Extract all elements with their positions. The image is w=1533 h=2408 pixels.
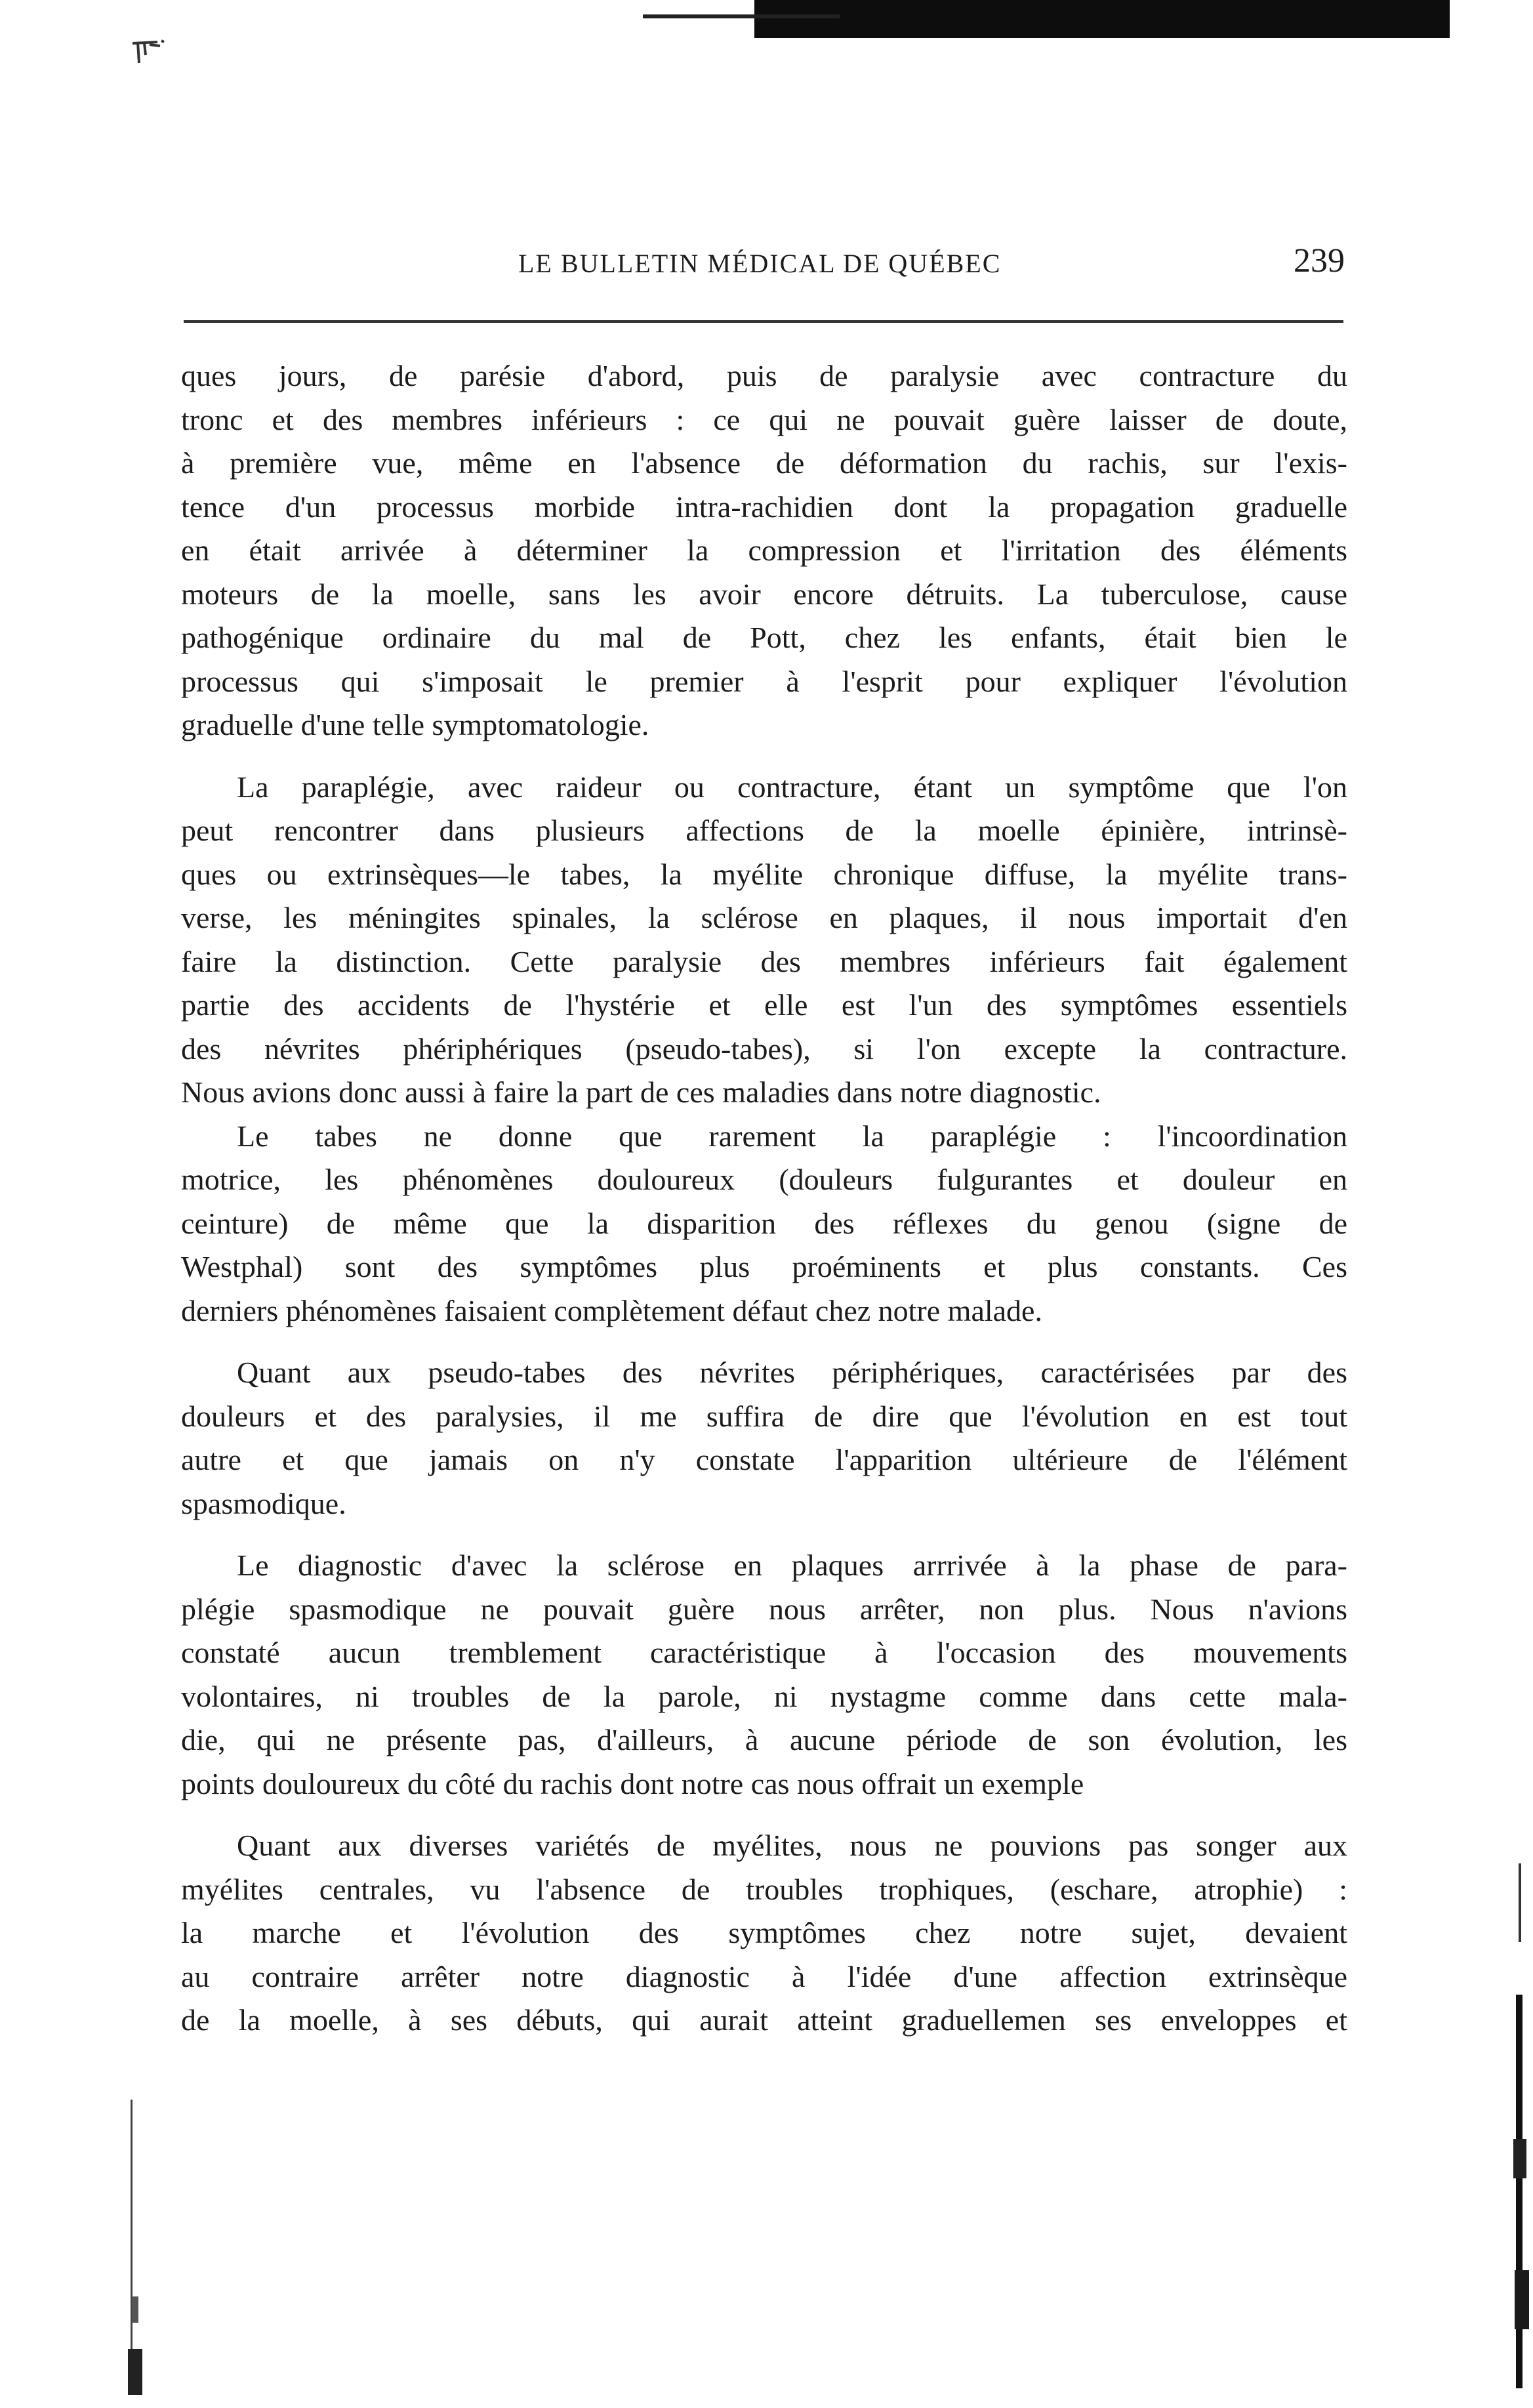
page-header xyxy=(177,241,1345,287)
page-number: 239 xyxy=(1294,242,1345,280)
text-line: partie des accidents de l'hystérie et elle est l'un des symptômes essentiels xyxy=(181,988,1347,1022)
paragraph-6 xyxy=(181,1824,1347,2043)
text-line: douleurs et des paralysies, il me suffira de dire que l'évolution en est tout xyxy=(181,1399,1347,1433)
text-line: La paraplégie, avec raideur ou contracture, étant un symptôme que l'on xyxy=(237,770,1347,804)
text-line: derniers phénomènes faisaient complètement défaut chez notre malade. xyxy=(181,1293,1042,1327)
text-line: spasmodique. xyxy=(181,1486,346,1520)
paragraph-4 xyxy=(181,1351,1347,1526)
text-line: Quant aux diverses variétés de myélites, nous ne pouvions pas songer aux xyxy=(237,1829,1347,1862)
text-line: des névrites phériphériques (pseudo-tabes), si l'on excepte la contracture. xyxy=(181,1031,1347,1066)
text-line: faire la distinction. Cette paralysie des membres inférieurs fait également xyxy=(181,944,1347,978)
text-line: motrice, les phénomènes douloureux (douleurs fulgurantes et douleur en xyxy=(181,1163,1347,1196)
text-line: Le tabes ne donne que rarement la paraplégie : l'incoordination xyxy=(237,1119,1347,1153)
body-text xyxy=(181,354,1347,2043)
text-line: tronc et des membres inférieurs : ce qui ne pouvait guère laisser de doute, xyxy=(181,402,1347,436)
text-line: moteurs de la moelle, sans les avoir encore détruits. La tuberculose, cause xyxy=(181,577,1347,611)
text-line: plégie spasmodique ne pouvait guère nous arrêter, non plus. Nous n'avions xyxy=(181,1592,1347,1626)
text-line: autre et que jamais on n'y constate l'apparition ultérieure de l'élément xyxy=(181,1443,1347,1476)
text-line: die, qui ne présente pas, d'ailleurs, à aucune période de son évolution, les xyxy=(181,1723,1347,1756)
paragraph-1 xyxy=(181,354,1347,747)
text-line: pathogénique ordinaire du mal de Pott, chez les enfants, était bien le xyxy=(181,621,1347,654)
text-line: tence d'un processus morbide intra-rachidien dont la propagation graduelle xyxy=(181,489,1347,524)
text-line: Quant aux pseudo-tabes des névrites périphériques, caractérisées par des xyxy=(237,1356,1347,1389)
scan-corner-mark xyxy=(131,39,171,66)
text-line: ques jours, de parésie d'abord, puis de paralysie avec contracture du xyxy=(181,359,1347,392)
text-line: graduelle d'une telle symptomatologie. xyxy=(181,708,649,741)
text-line: Nous avions donc aussi à faire la part de ces maladies dans notre diagnostic. xyxy=(181,1075,1101,1109)
text-line: la marche et l'évolution des symptômes chez notre sujet, devaient xyxy=(181,1916,1347,1949)
text-line: peut rencontrer dans plusieurs affections de la moelle épinière, intrinsè- xyxy=(181,814,1347,847)
scan-edge-bar xyxy=(754,0,1450,38)
text-line: volontaires, ni troubles de la parole, ni nystagme comme dans cette mala- xyxy=(181,1679,1347,1713)
text-line: verse, les méningites spinales, la sclérose en plaques, il nous importait d'en xyxy=(181,901,1347,934)
text-line: processus qui s'imposait le premier à l'esprit pour expliquer l'évolution xyxy=(181,664,1347,698)
paragraph-3 xyxy=(181,1115,1347,1333)
text-line: Westphal) sont des symptômes plus proéminents et plus constants. Ces xyxy=(181,1250,1347,1283)
text-line: ceinture) de même que la disparition des réflexes du genou (signe de xyxy=(181,1206,1347,1240)
text-line: Le diagnostic d'avec la sclérose en plaques arrrivée à la phase de para- xyxy=(237,1548,1347,1582)
scan-edge-line xyxy=(643,14,840,18)
running-title: LE BULLETIN MÉDICAL DE QUÉBEC xyxy=(518,249,1002,278)
text-line: de la moelle, à ses débuts, qui aurait atteint graduellemen ses enveloppes et xyxy=(181,2003,1347,2037)
text-line: myélites centrales, vu l'absence de troubles trophiques, (eschare, atrophie) : xyxy=(181,1872,1347,1906)
text-line: en était arrivée à déterminer la compression et l'irritation des éléments xyxy=(181,533,1347,567)
paragraph-5 xyxy=(181,1544,1347,1806)
text-line: à première vue, même en l'absence de déformation du rachis, sur l'exis- xyxy=(181,446,1347,480)
paragraph-2 xyxy=(181,766,1347,1115)
scan-left-edge xyxy=(128,2100,142,2395)
text-line: au contraire arrêter notre diagnostic à l'idée d'une affection extrinsèque xyxy=(181,1959,1347,1993)
text-line: ques ou extrinsèques—le tabes, la myélite chronique diffuse, la myélite trans- xyxy=(181,857,1347,891)
text-line: points douloureux du côté du rachis dont notre cas nous offrait un exemple xyxy=(181,1766,1084,1800)
header-rule xyxy=(184,320,1343,323)
text-line: constaté aucun tremblement caractéristique à l'occasion des mouvements xyxy=(181,1636,1347,1669)
scan-right-edge xyxy=(1512,1863,1530,2401)
